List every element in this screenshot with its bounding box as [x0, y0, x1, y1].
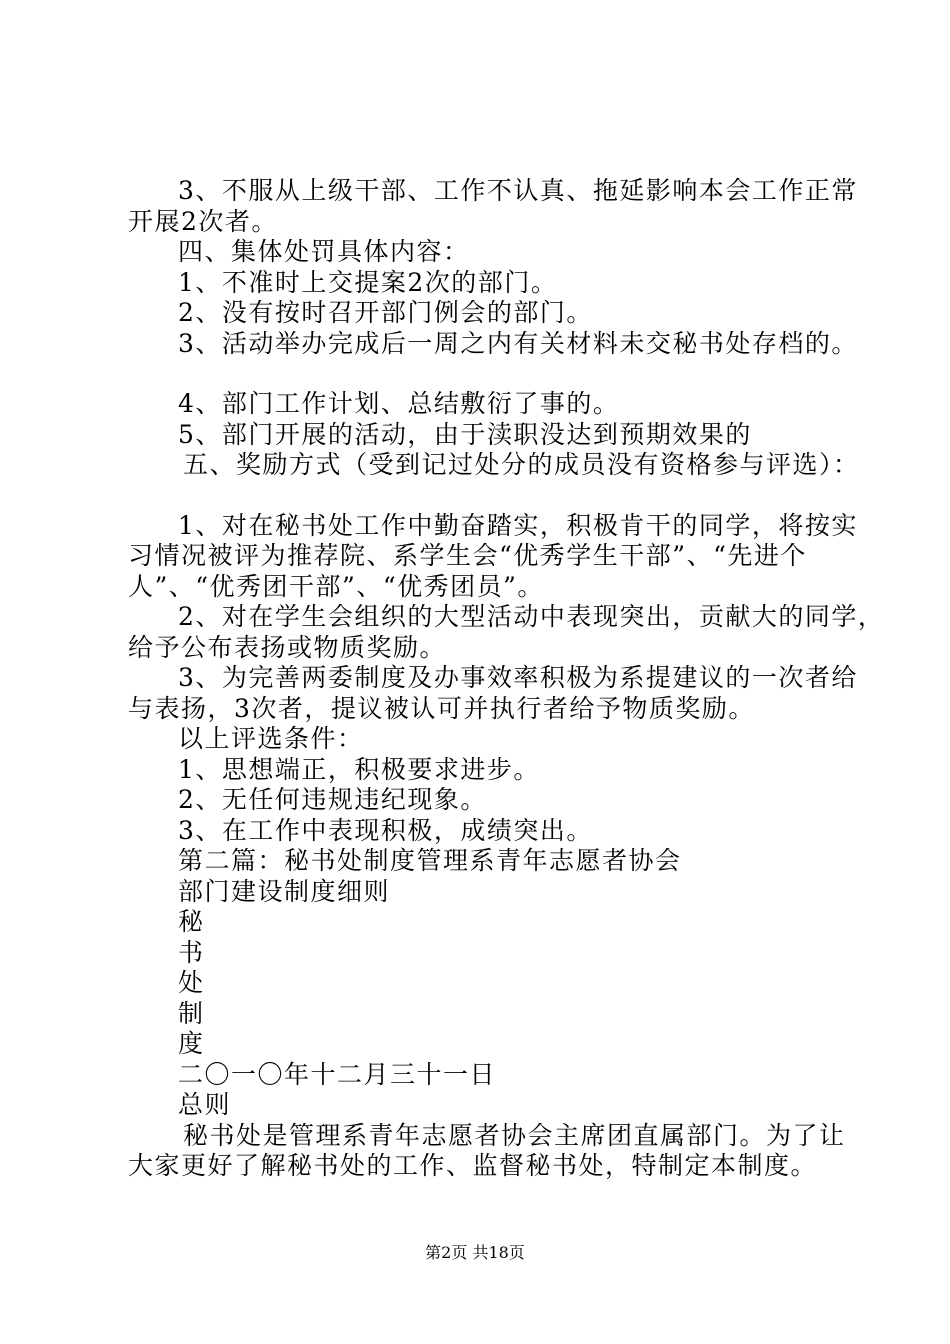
list-item: 1、不准时上交提案2次的部门。: [178, 267, 558, 297]
section-heading: 四、集体处罚具体内容：: [178, 237, 470, 266]
vertical-title-char: 书: [178, 937, 205, 967]
section-heading: 以上评选条件：: [178, 724, 364, 753]
vertical-title-char: 处: [178, 968, 205, 997]
vertical-title-char: 度: [178, 1029, 205, 1058]
paragraph-line: 习情况被评为推荐院、系学生会“优秀学生干部”、“先进个: [128, 541, 807, 570]
paragraph-line: 与表扬，3次者，提议被认可并执行者给予物质奖励。: [128, 693, 755, 723]
list-item: 4、部门工作计划、总结敷衍了事的。: [178, 389, 620, 418]
section-heading: 五、奖励方式（受到记过处分的成员没有资格参与评选）：: [183, 450, 860, 479]
list-item: 2、无任何违规违纪现象。: [178, 785, 487, 814]
paragraph-line: 给予公布表扬或物质奖励。: [128, 632, 447, 662]
document-date: 二〇一〇年十二月三十一日: [178, 1059, 497, 1089]
paragraph-line: 大家更好了解秘书处的工作、监督秘书处，特制定本制度。: [128, 1151, 818, 1180]
section-heading: 总则: [178, 1090, 232, 1119]
page-footer: 第2页 共18页: [425, 1243, 525, 1262]
paragraph-line: 3、为完善两委制度及办事效率积极为系提建议的一次者给: [178, 663, 858, 692]
paragraph-line: 3、不服从上级干部、工作不认真、拖延影响本会工作正常: [178, 176, 858, 205]
list-item: 1、思想端正，积极要求进步。: [178, 754, 540, 784]
chapter-title: 第二篇：秘书处制度管理系青年志愿者协会: [178, 846, 682, 875]
paragraph-line: 1、对在秘书处工作中勤奋踏实，积极肯干的同学，将按实: [178, 510, 858, 540]
list-item: 5、部门开展的活动，由于渎职没达到预期效果的: [178, 419, 752, 449]
paragraph-line: 秘书处是管理系青年志愿者协会主席团直属部门。为了让: [183, 1120, 846, 1150]
document-body: [128, 176, 885, 1182]
paragraph-line: 2、对在学生会组织的大型活动中表现突出，贡献大的同学，: [178, 602, 885, 631]
vertical-title-char: 秘: [178, 907, 205, 936]
blank-line: [128, 359, 838, 389]
blank-line: [128, 481, 838, 511]
paragraph-line: 人”、“优秀团干部”、“优秀团员”。: [128, 571, 544, 601]
paragraph-line: 开展2次者。: [128, 206, 278, 236]
vertical-title-char: 制: [178, 998, 205, 1028]
chapter-subtitle: 部门建设制度细则: [178, 876, 391, 906]
list-item: 3、活动举办完成后一周之内有关材料未交秘书处存档的。: [178, 328, 858, 358]
list-item: 2、没有按时召开部门例会的部门。: [178, 298, 593, 327]
list-item: 3、在工作中表现积极，成绩突出。: [178, 815, 593, 845]
